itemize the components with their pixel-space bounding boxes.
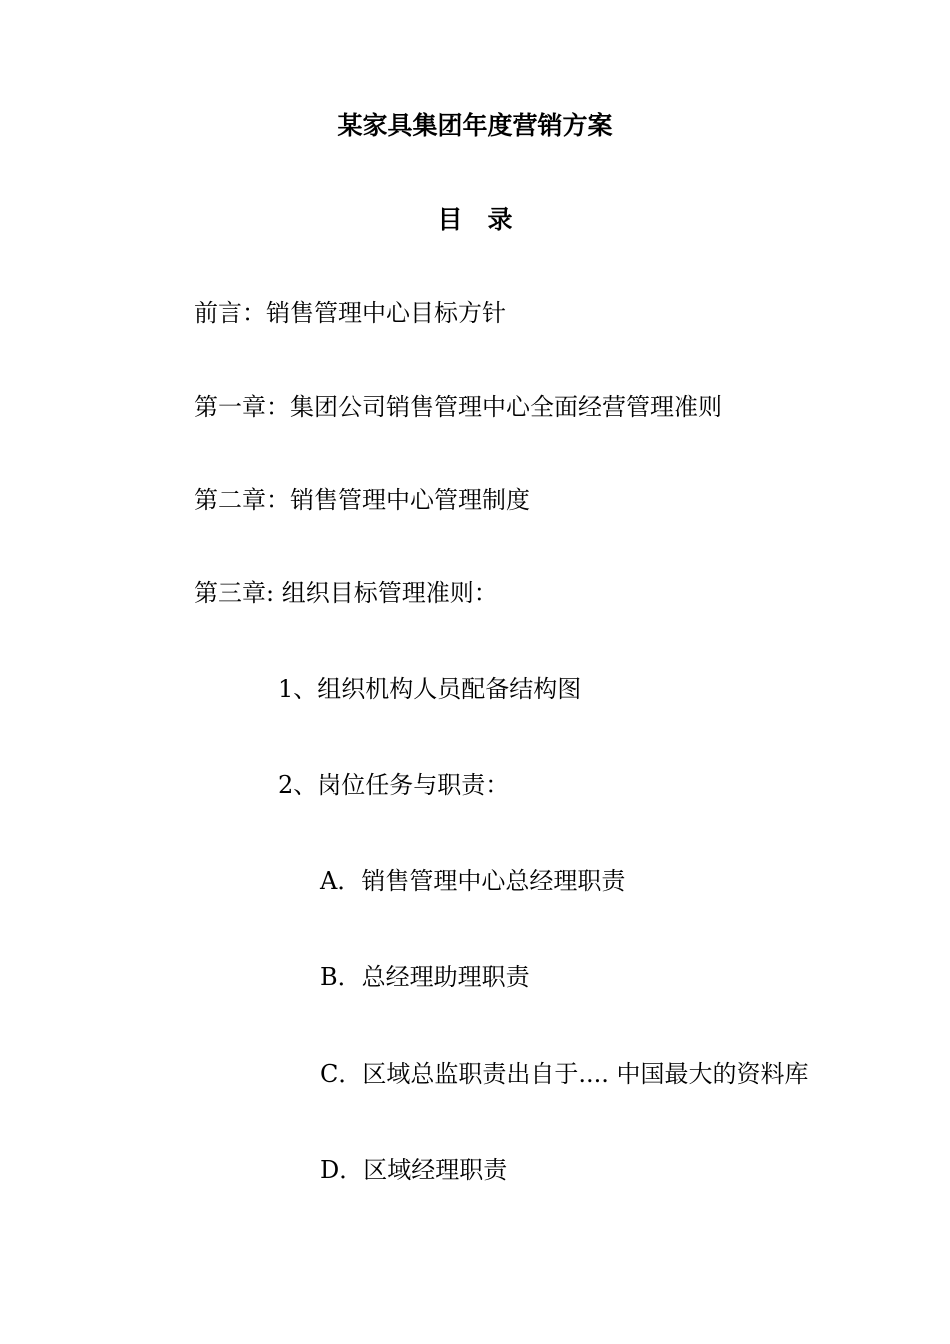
- toc-entry-chapter-3: 第三章: 组织目标管理准则：: [194, 579, 498, 607]
- toc-entry-preface: 前言：销售管理中心目标方针: [194, 299, 506, 327]
- toc-heading: 目 录: [437, 205, 513, 234]
- toc-entry-item-c: C．区域总监职责出自于.... 中国最大的资料库: [320, 1060, 809, 1088]
- toc-entry-chapter-1: 第一章：集团公司销售管理中心全面经营管理准则: [194, 393, 722, 421]
- toc-entry-chapter-2: 第二章：销售管理中心管理制度: [194, 486, 530, 514]
- toc-entry-item-a: A．销售管理中心总经理职责: [320, 867, 626, 895]
- toc-entry-item-d: D．区域经理职责: [320, 1156, 508, 1184]
- toc-entry-section-1: 1、组织机构人员配备结构图: [278, 675, 582, 703]
- toc-entry-item-b: B．总经理助理职责: [320, 963, 530, 991]
- toc-entry-section-2: 2、岗位任务与职责：: [278, 771, 510, 799]
- document-title: 某家具集团年度营销方案: [337, 111, 613, 140]
